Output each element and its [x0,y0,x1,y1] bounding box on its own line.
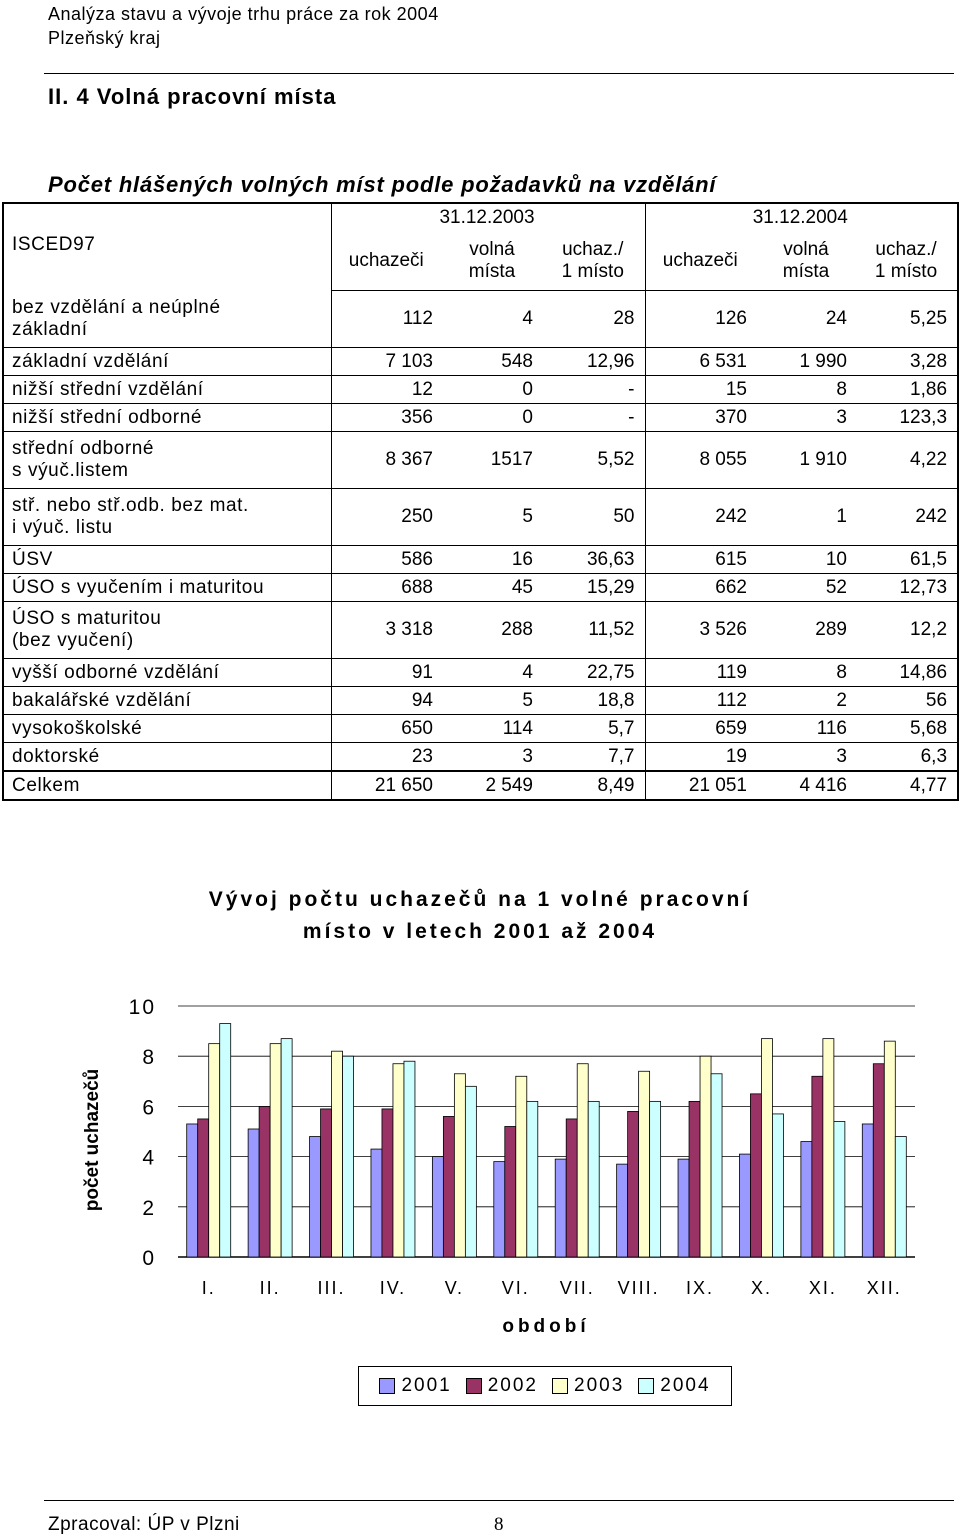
legend-item [379,1375,451,1397]
bar-2004 [527,1101,538,1257]
bar-2002 [382,1109,393,1257]
table-cell: 688 [331,574,443,602]
year-header: 31.12.2004 [645,203,958,232]
table-row [3,743,958,772]
bar-2004 [404,1061,415,1257]
table-cell: 548 [443,348,543,376]
x-tick-label: IX. [686,1278,715,1298]
row-label: základní vzdělání [3,348,331,376]
bar-2003 [577,1064,588,1257]
bar-2001 [248,1129,259,1257]
row-label: ÚSV [3,546,331,574]
table-cell: 12,73 [857,574,958,602]
bar-2001 [187,1124,198,1257]
table-cell: 52 [757,574,857,602]
table-cell: 4 [443,291,543,348]
table-cell: 3 [757,404,857,432]
bar-2003 [270,1044,281,1257]
legend-swatch [552,1378,568,1394]
column-header: volná místa [757,232,857,291]
column-header: uchazeči [645,232,757,291]
bar-2002 [628,1111,639,1257]
x-tick-label: VII. [559,1278,595,1298]
table-row [3,291,958,348]
table-cell: 4 [443,659,543,687]
legend-item [466,1375,538,1397]
table-row [3,687,958,715]
table-cell: - [543,404,645,432]
table-cell: 61,5 [857,546,958,574]
table-cell: 7,7 [543,743,645,772]
bar-2003 [639,1071,650,1257]
table-cell: 3,28 [857,348,958,376]
bar-2002 [873,1064,884,1257]
table-cell: 2 [757,687,857,715]
table-cell: 114 [443,715,543,743]
table-cell: 6,3 [857,743,958,772]
table-cell: 1 [757,489,857,546]
table-row [3,546,958,574]
table-cell: 370 [645,404,757,432]
table-cell: 3 [757,743,857,772]
bar-2004 [588,1101,599,1257]
table-cell: 5,25 [857,291,958,348]
table-cell: 8 [757,376,857,404]
table-corner: ISCED97 [12,234,96,255]
column-header: uchaz./ 1 místo [857,232,958,291]
x-tick-label: XII. [866,1278,902,1298]
legend-label: 2003 [574,1375,625,1396]
table-cell: 15,29 [543,574,645,602]
table-row [3,404,958,432]
bar-2004 [772,1114,783,1257]
table-cell: 2 549 [443,771,543,800]
bar-2002 [443,1116,454,1257]
table-cell: 615 [645,546,757,574]
column-header: volná místa [443,232,543,291]
footer-credit: Zpracoval: ÚP v Plzni [48,1514,240,1535]
vacancy-table [2,202,959,801]
x-tick-label: III. [317,1278,346,1298]
table-cell: 15 [645,376,757,404]
table-cell: 119 [645,659,757,687]
table-cell: 10 [757,546,857,574]
bar-2001 [555,1159,566,1257]
x-tick-label: II. [259,1278,281,1298]
bar-2004 [895,1137,906,1257]
bar-2001 [494,1162,505,1257]
table-cell: 24 [757,291,857,348]
table-cell: 18,8 [543,687,645,715]
table-cell: 56 [857,687,958,715]
bar-2003 [761,1039,772,1257]
table-cell: 8 055 [645,432,757,489]
legend-swatch [379,1378,395,1394]
chart-title: Vývoj počtu uchazečů na 1 volné pracovní místo v letech 2001 až 2004 [208,888,752,943]
x-tick-label: V. [444,1278,465,1298]
bar-2001 [371,1149,382,1257]
table-cell: 356 [331,404,443,432]
table-row [3,574,958,602]
bar-2001 [739,1154,750,1257]
bar-2001 [432,1157,443,1257]
legend-label: 2004 [660,1375,711,1396]
y-tick-label: 10 [128,996,156,1019]
year-header: 31.12.2003 [331,203,645,232]
legend-swatch [466,1378,482,1394]
x-axis-label: období [502,1316,590,1337]
table-cell: 94 [331,687,443,715]
legend-swatch [638,1378,654,1394]
bar-2003 [393,1064,404,1257]
bar-2004 [343,1056,354,1257]
table-cell: 1,86 [857,376,958,404]
table-cell: 4 416 [757,771,857,800]
y-tick-label: 0 [142,1247,156,1270]
bar-2002 [198,1119,209,1257]
table-cell: 19 [645,743,757,772]
bar-2001 [310,1137,321,1257]
table-cell: 1 990 [757,348,857,376]
row-label: bez vzdělání a neúplné základní [3,291,331,348]
table-cell: 5,68 [857,715,958,743]
table-cell: 1 910 [757,432,857,489]
table-cell: 289 [757,602,857,659]
row-label: nižší střední vzdělání [3,376,331,404]
table-cell: 36,63 [543,546,645,574]
table-cell: 22,75 [543,659,645,687]
table-row [3,489,958,546]
row-label: ÚSO s maturitou (bez vyučení) [3,602,331,659]
row-label: Celkem [3,771,331,800]
table-cell: 0 [443,404,543,432]
table-title: Počet hlášených volných míst podle požadavků na vzdělání [48,172,717,197]
table-cell: 112 [331,291,443,348]
bar-2003 [516,1076,527,1257]
table-cell: 250 [331,489,443,546]
legend-label: 2002 [487,1375,538,1396]
row-label: střední odborné s výuč.listem [3,432,331,489]
table-cell: 242 [645,489,757,546]
table-row [3,659,958,687]
table-cell: 0 [443,376,543,404]
x-tick-label: IV. [379,1278,407,1298]
bar-2002 [689,1101,700,1257]
table-cell: 91 [331,659,443,687]
table-cell: 123,3 [857,404,958,432]
bar-2004 [711,1074,722,1257]
bar-2002 [812,1076,823,1257]
table-cell: 659 [645,715,757,743]
legend-label: 2001 [401,1375,452,1396]
bar-2002 [505,1126,516,1257]
header-title: Analýza stavu a vývoje trhu práce za rok 2004 [48,4,439,24]
row-label: bakalářské vzdělání [3,687,331,715]
bar-2003 [823,1039,834,1257]
x-tick-label: VIII. [617,1278,660,1298]
bar-2004 [281,1039,292,1257]
table-row [3,376,958,404]
table-cell: 3 318 [331,602,443,659]
document-header [48,2,439,50]
bar-2004 [465,1086,476,1257]
table-cell: 586 [331,546,443,574]
table-cell: 8,49 [543,771,645,800]
row-label: stř. nebo stř.odb. bez mat. i výuč. listu [3,489,331,546]
bar-2002 [566,1119,577,1257]
table-cell: 1517 [443,432,543,489]
table-cell: 14,86 [857,659,958,687]
x-tick-label: XI. [808,1278,837,1298]
bar-2003 [884,1041,895,1257]
table-cell: 21 051 [645,771,757,800]
y-tick-label: 4 [142,1146,156,1170]
table-cell: 16 [443,546,543,574]
header-region: Plzeňský kraj [48,28,161,48]
row-label: vyšší odborné vzdělání [3,659,331,687]
table-cell: 12,2 [857,602,958,659]
table-cell: 116 [757,715,857,743]
bar-2002 [321,1109,332,1257]
bar-2004 [834,1121,845,1257]
bar-2004 [220,1024,231,1257]
footer-rule [44,1500,954,1501]
bar-2001 [678,1159,689,1257]
column-header: uchaz./ 1 místo [543,232,645,291]
table-row [3,348,958,376]
table-cell: 21 650 [331,771,443,800]
page-number: 8 [494,1514,504,1535]
table-cell: 11,52 [543,602,645,659]
table-cell: 8 367 [331,432,443,489]
bar-2003 [332,1051,343,1257]
table-cell: 650 [331,715,443,743]
table-cell: 6 531 [645,348,757,376]
table-cell: 126 [645,291,757,348]
table-row [3,432,958,489]
table-cell: 4,22 [857,432,958,489]
bar-2003 [209,1044,220,1257]
table-cell: 12 [331,376,443,404]
table-cell: 5 [443,489,543,546]
total-row [3,771,958,800]
legend-item [552,1375,624,1397]
table-cell: 7 103 [331,348,443,376]
header-rule [44,73,954,74]
table-cell: 5,52 [543,432,645,489]
table-cell: 3 [443,743,543,772]
column-header: uchazeči [331,232,443,291]
table-cell: 5,7 [543,715,645,743]
table-cell: 12,96 [543,348,645,376]
row-label: nižší střední odborné [3,404,331,432]
bar-2003 [454,1074,465,1257]
table-row [3,715,958,743]
y-tick-label: 2 [142,1196,156,1220]
bar-2001 [862,1124,873,1257]
table-cell: 112 [645,687,757,715]
bar-2001 [617,1164,628,1257]
y-axis-label: počet uchazečů [82,1068,103,1212]
table-cell: 3 526 [645,602,757,659]
table-cell: 23 [331,743,443,772]
table-cell: 288 [443,602,543,659]
table-cell: 662 [645,574,757,602]
bar-2004 [650,1101,661,1257]
chart-legend [358,1366,732,1406]
table-cell: - [543,376,645,404]
table-cell: 28 [543,291,645,348]
x-tick-label: VI. [501,1278,530,1298]
table-cell: 242 [857,489,958,546]
table-cell: 4,77 [857,771,958,800]
y-tick-label: 8 [142,1046,156,1070]
x-tick-label: X. [750,1278,772,1298]
table-cell: 45 [443,574,543,602]
row-label: ÚSO s vyučením i maturitou [3,574,331,602]
row-label: vysokoškolské [3,715,331,743]
table-cell: 8 [757,659,857,687]
bar-2001 [801,1142,812,1257]
legend-item [638,1375,710,1397]
bar-2002 [750,1094,761,1257]
section-title: II. 4 Volná pracovní místa [48,84,337,109]
table-row [3,602,958,659]
y-tick-label: 6 [142,1096,156,1120]
row-label: doktorské [3,743,331,772]
table-cell: 5 [443,687,543,715]
table-cell: 50 [543,489,645,546]
x-tick-label: I. [201,1278,216,1298]
bar-2002 [259,1106,270,1257]
bar-2003 [700,1056,711,1257]
